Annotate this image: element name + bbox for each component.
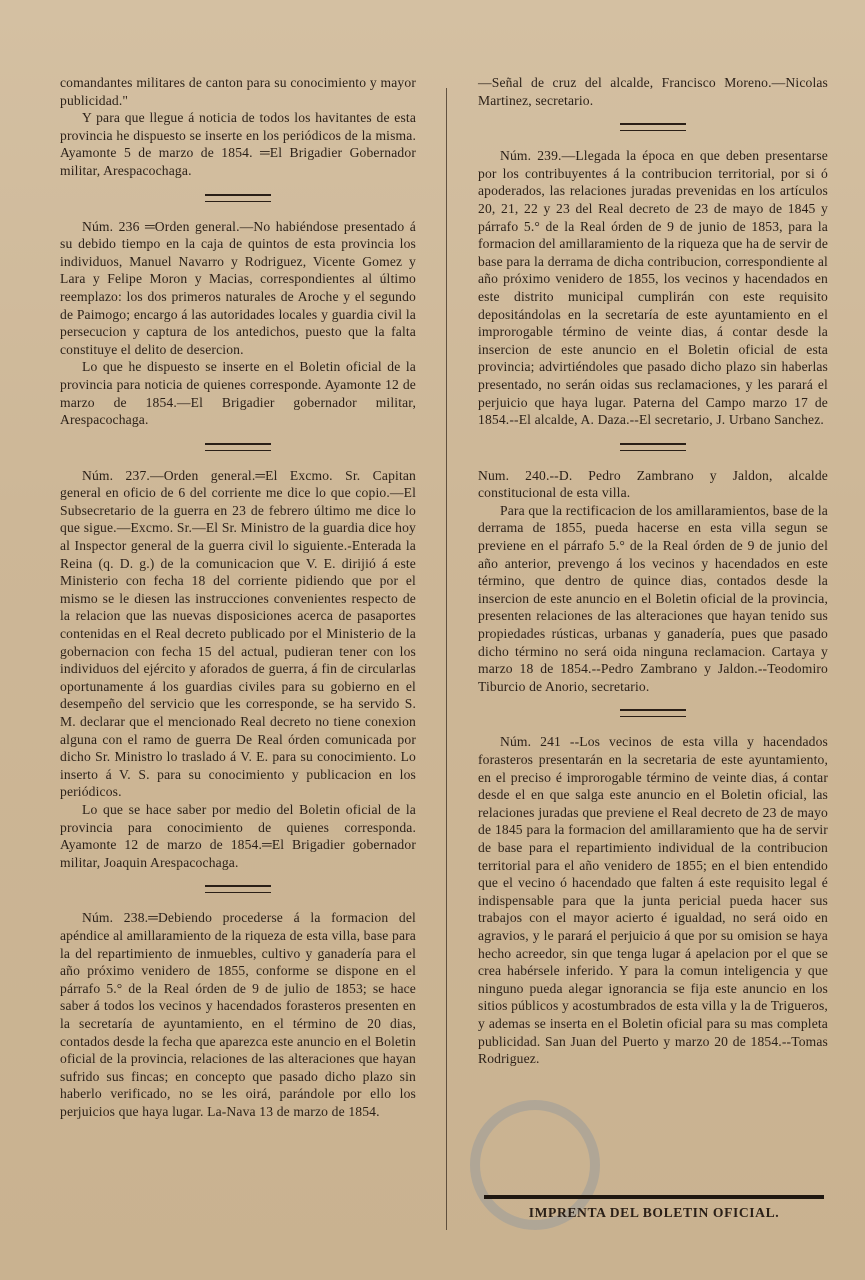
article-240 (478, 467, 828, 696)
separator-rule (205, 443, 271, 451)
archive-watermark (470, 1090, 830, 1250)
separator-rule (620, 443, 686, 451)
article-237 (60, 467, 416, 872)
article-240-heading: Num. 240.--D. Pedro Zambrano y Jaldon, alcalde constitucional de esta villa. (478, 467, 828, 501)
article-241 (478, 733, 828, 1067)
article-236-paragraph-2: Lo que he dispuesto se inserte en el Boletin oficial de la provincia para noticia de quienes corresponde. Ayamonte 12 de marzo de 1854.—El Brigadier gobernador militar, Arespacochaga. (60, 359, 416, 428)
fragment-right-paragraph: —Señal de cruz del alcalde, Francisco Moreno.—Nicolas Martinez, secretario. (478, 75, 828, 108)
column-divider (446, 88, 447, 1230)
article-238 (60, 909, 416, 1120)
article-237-paragraph-1: Núm. 237.—Orden general.═El Excmo. Sr. Capitan general en oficio de 6 del corriente me dice lo que copio.—El Subsecretario de la guerra en 23 de febrero último me dice lo que sigue.—Excmo. Sr.—El Sr. Ministro de la guardia dice hoy al Inspector general de la guerra civil lo siguiente.-Enterada la Reina (q. D. g.) de la comunicacion que V. E. dirijió á este Ministerio con fecha 18 del corriente pidiendo que por el mismo se le diesen las instrucciones convenientes respecto de la relacion que las nuevas disposiciones acerca de pasaportes contenidas en el Real decreto publicado por el Ministerio de la gobernacion con fecha 15 del actual, pudieran tener con los individuos del ejército y aforados de guerra, á fin de circularlas oportunamente á los guardias civiles para su gobierno en el desempeño del servicio que les corresponde, se ha servido S. M. declarar que el mencionado Real decreto no tiene conexion alguna con el ramo de guerra De Real órden comunicada por dicho Sr. Ministro lo traslado á V. E. para su conocimiento. Lo inserto á V. S. para su conocimiento y publicacion en los periódicos. (60, 467, 416, 800)
fragment-paragraph-1: comandantes militares de canton para su conocimiento y mayor publicidad." (60, 75, 416, 108)
article-238-paragraph-1: Núm. 238.═Debiendo procederse á la formacion del apéndice al amillaramiento de la riqueza de esta villa, base para la del repartimiento de inmuebles, cultivo y ganadería para el año próximo venidero de 1855, conforme se dispone en el párrafo 5.° de la Real órden de 9 de julio de 1853; se hace saber á todos los vecinos y hacendados forasteros presenten en la secretaría de ayuntamiento, en el término de 20 dias, contados desde la fecha que aparezca este anuncio en el Boletin oficial de la provincia, relaciones de las alteraciones que hayan sufrido sus fincas; en concepto que pasado dicho plazo sin haberlo verificado, no se les oirá, parándole por ello los perjuicios que haya lugar. La-Nava 13 de marzo de 1854. (60, 910, 416, 1119)
article-236-paragraph-1: Núm. 236 ═Orden general.—No habiéndose presentado á su debido tiempo en la caja de quintos de esta provincia los individuos, Manuel Navarro y Rodriguez, Vicente Gomez y Lara y Felipe Moron y Macias, correspondientes al último reemplazo: los dos primeros naturales de Aroche y el segundo de Paimogo; encargo á las autoridades locales y guardia civil la persecucion y captura de los antedichos, puesto que la falta constituye el delito de desercion. (60, 218, 416, 357)
left-column (60, 74, 416, 1120)
article-241-paragraph-1: Núm. 241 --Los vecinos de esta villa y hacendados forasteros presentarán en la secretaria de este ayuntamiento, en el preciso é improrogable término de veinte dias, á contar desde el en que salga este anuncio en el Boletin oficial, las relaciones juradas que previene el Real decreto de 23 de mayo de 1845 para la formacion del amillaramiento que ha de servir de base para el repartimiento individual de la contribucion territorial para el año venidero de 1855; en el bien entendido que el vecino ó hacendado que falten á este requisito legal é indispensable para que la junta pericial pueda hacer sus trabajos con el mayor acierto é igualdad, no será oido en agravios, y le parará el perjuicio á que por su omision se haya hecho acreedor, sin que tenga lugar á apelacion por el que se crea habérsele inferido. Y para la comun inteligencia y que ninguno pueda alegar ignorancia se fija este anuncio en los sitios públicos y acostumbrados de esta villa y la de Trigueros, y ademas se inserta en el Boletin oficial para su mas completa publicidad. San Juan del Puerto y marzo 20 de 1854.--Tomas Rodriguez. (478, 734, 828, 1067)
article-fragment-right (478, 74, 828, 109)
separator-rule (205, 194, 271, 202)
article-237-paragraph-2: Lo que se hace saber por medio del Boletin oficial de la provincia para conocimiento de quienes corresponda. Ayamonte 12 de marzo de 1854.═El Brigadier gobernador militar, Joaquin Arespacochaga. (60, 801, 416, 870)
article-240-paragraph-1: Para que la rectificacion de los amillaramientos, base de la derrama de 1855, pueda hacerse en esta villa segun se previene en el párrafo 5.° de la Real órden de 9 de junio del año anterior, prevengo á los vecinos y hacendados en este término, que dentro de quince dias, contados desde la insercion de este anuncio en el Boletin oficial de la provincia, presenten relaciones de las alteraciones que hayan tenido sus propiedades rústicas, urbanas y ganadería, pues que pasado dicho término no será oida ninguna reclamacion. Cartaya y marzo 18 de 1854.--Pedro Zambrano y Jaldon.--Teodomiro Tiburcio de Anorio, secretario. (478, 502, 828, 694)
right-column (478, 74, 828, 1068)
separator-rule (620, 123, 686, 131)
separator-rule (205, 885, 271, 893)
article-fragment-left (60, 74, 416, 180)
imprint-footer: IMPRENTA DEL BOLETIN OFICIAL. (484, 1195, 824, 1221)
article-239 (478, 147, 828, 429)
separator-rule (620, 709, 686, 717)
article-239-paragraph-1: Núm. 239.—Llegada la época en que deben presentarse por los contribuyentes á la contribucion territorial, por si ó apoderados, las relaciones juradas prevenidas en los artículos 20, 21, 22 y 23 del Real decreto de 23 de mayo de 1845 y párrafo 5.° de la Real órden de 9 de junio de 1853, para la formacion del amillaramiento de la riqueza que ha de servir de base para la derrama de dicha contribucion, correspondiente al año próximo venidero de 1855, los vecinos y hacendados en este distrito municipal cumplirán con este requisito depositándolas en la secretaría de este ayuntamiento en el improrogable término de veinte dias, á contar desde la insercion de este anuncio en el Boletin oficial de esta provincia; advirtiéndoles que pasado dicho plazo sin haberlas presentado, no serán oidas sus reclamaciones, y les parará el perjuicio que haya lugar. Paterna del Campo marzo 17 de 1854.--El alcalde, A. Daza.--El secretario, J. Urbano Sanchez. (478, 148, 828, 428)
article-236 (60, 218, 416, 429)
fragment-paragraph-2: Y para que llegue á noticia de todos los havitantes de esta provincia he dispuesto se inserte en los periódicos de la misma. Ayamonte 5 de marzo de 1854. ═El Brigadier Gobernador militar, Arespacochaga. (60, 110, 416, 178)
